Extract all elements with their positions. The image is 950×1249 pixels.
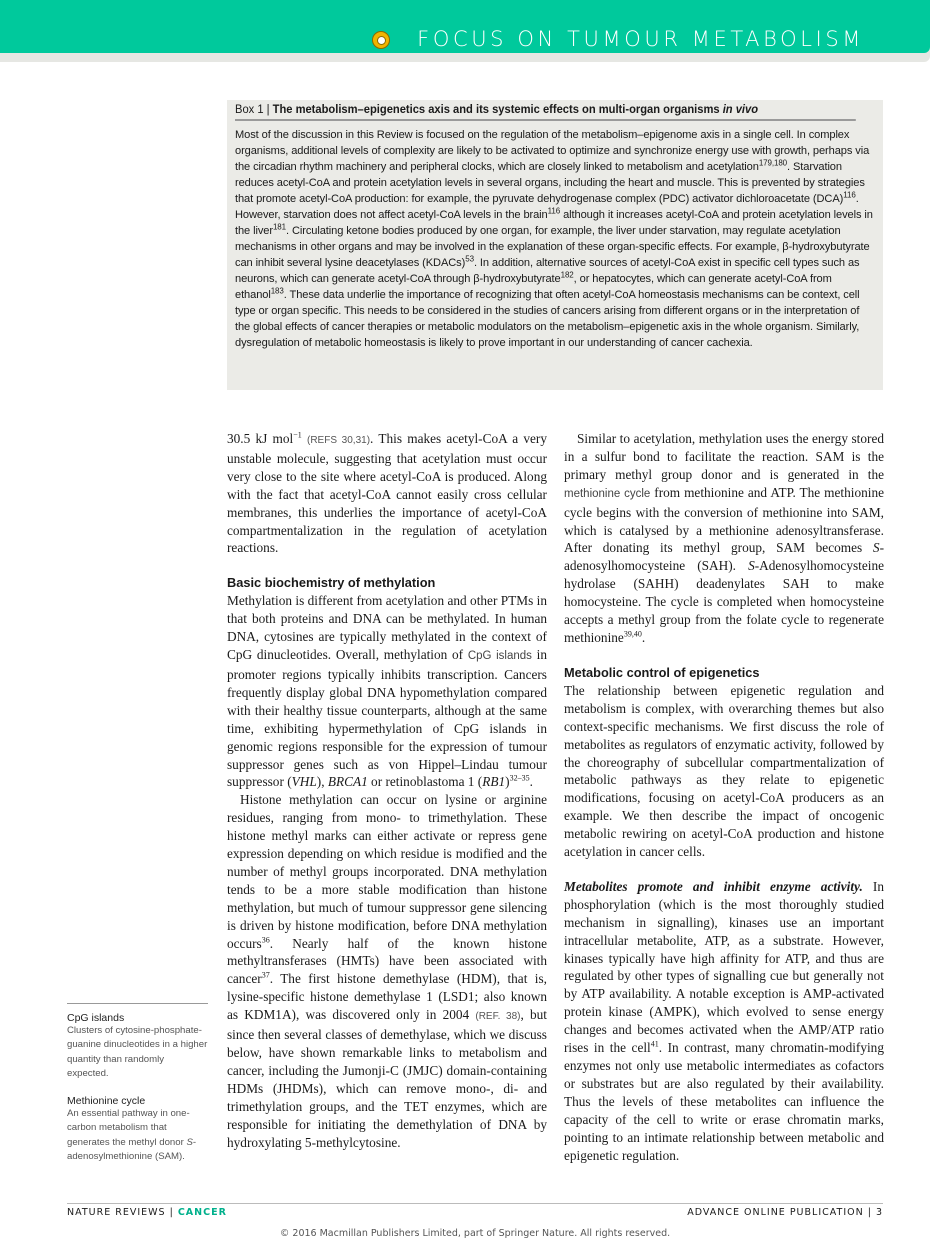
text-run: . These data underlie the importance of recognizing that often acetyl-CoA homeostasis mechanisms can be context, cell type or organ specific. This needs to be considered in the studies of cancers arising from different organs or in the interpretation of the global effects of cancer therapies or metabolic modulators on the metabolism–epigenetic axis in the whole organism. Similarly, dysregulation of metabolic homeostasis is likely to prove important in our understanding of cancer cachexia.	[235, 289, 860, 349]
citation-superscript: 179,180	[758, 158, 788, 168]
glossary-definition	[67, 1107, 208, 1164]
text-run: . This makes acetyl-CoA a very unstable molecule, suggesting that acetylation must occur very close to the site where acetyl-CoA is produced. Along with the fact that acetyl-CoA cannot easily cross cellular membranes, this underlies the importance of acetyl-CoA compartmentalization in the regulation of acetylation reactions.	[227, 431, 547, 556]
text-run: although it increases acetyl-CoA and protein acetylation levels in the liver	[235, 209, 873, 237]
definition-text: -adenosylmethionine (SAM).	[67, 1136, 197, 1163]
text-run: ),	[316, 774, 328, 790]
text-run: Most of the discussion in this Review is focused on the regulation of the metabolism–epigenome axis in a single cell. In complex organisms, additional levels of complexity are likely to be activated to optimize and synchronize energy use with growth, perhaps via the circadian rhythm machinery and peripheral clocks, which are closely linked to metabolism and acetylation	[235, 129, 870, 173]
copyright: © 2016 Macmillan Publishers Limited, part of Springer Nature. All rights reserved.	[279, 1228, 671, 1239]
text-run: from methionine and ATP. The methionine cycle begins with the conversion of methionine into SAM, which is catalysed by a methionine adenosyltransferase. After donating its methyl group, SAM becomes	[564, 484, 885, 556]
section-heading: Basic biochemistry of methylation	[227, 575, 436, 591]
citation-superscript: −1	[293, 430, 302, 440]
text-run: Similar to acetylation, methylation uses the energy stored in a sulfur bond to facilitate the reaction. SAM is the primary methyl group donor and is generated in the	[564, 431, 884, 482]
citation-superscript: 182	[560, 270, 574, 280]
text-run: , but since then several classes of demethylase, which we discuss below, have shown remarkable links to metabolism and cancer, including the Jumonji-C (JMJC) domain-containing HDMs (JHDMs), which can remove mono-, di- and trimethylation groups, and the TET enzymes, which are responsible for initiating the demethylation of DNA by hydroxylating 5-methylcytosine.	[227, 1007, 548, 1150]
text-run: . In contrast, many chromatin-modifying enzymes not only use metabolic intermediates as cofactors or substrates but are also regulated by their availability. Thus the levels of these metabolites can influence the capacity of the cell to write or erase chromatin marks, pointing to an intimate relationship between metabolic and epigenetic regulation.	[564, 1040, 884, 1163]
paragraph	[227, 791, 547, 1151]
text-run: . Circulating ketone bodies produced by one organ, for example, the liver under starvation, may regulate acetylation mechanisms in other organs and may be involved in the explanation of these organ-specific effects. For example, β-hydroxybutyrate can inhibit several lysine deacetylases (KDACs)	[235, 225, 870, 269]
citation-superscript: 39,40	[623, 629, 642, 639]
citation-superscript: 36	[261, 935, 270, 945]
box-title-italic: in vivo	[722, 104, 759, 116]
text-run: . Nearly half of the known histone methyltransferases (HMTs) have been associated with cancer	[227, 935, 547, 987]
italic-text: RB1	[482, 774, 506, 790]
text-run: , or hepatocytes, which can generate acetyl-CoA from ethanol	[235, 273, 832, 301]
focus-ring-icon	[372, 31, 390, 49]
glossary-term: CpG islands	[67, 1012, 125, 1024]
text-run: . However, starvation does not affect acetyl-CoA levels in the brain	[235, 193, 859, 221]
text-run: The relationship between epigenetic regulation and metabolism is complex, with overarching themes but also context-specific mechanisms. We first discuss the role of metabolites as regulators of enzymatic activity, followed by the choreography of subcellular compartmentalization of metabolic pathways as they relate to epigenetic modifications, focusing on acetyl-CoA producers as an example. We then describe the impact of oncogenic metabolic rewiring on acetyl-CoA production and histone acetylation in cancer cells.	[564, 682, 884, 860]
text-run: . The first histone demethylase (HDM), that is, lysine-specific histone demethylase 1 (LSD1; also known as KDM1A), was discovered only in 2004	[227, 971, 547, 1023]
citation-superscript: 181	[272, 222, 287, 232]
reference-link[interactable]: (REFS 30,31)	[307, 435, 371, 446]
definition-text: An essential pathway in one-carbon metabolism that generates the methyl donor	[67, 1108, 190, 1148]
italic-text: S	[872, 540, 880, 556]
glossary-term-link[interactable]: CpG islands	[467, 650, 532, 663]
text-run: . In addition, alternative sources of acetyl-CoA exist in specific cell types such as neurons, which can generate acetyl-CoA through β-hydroxybutyrate	[235, 257, 860, 285]
section-title: FOCUS ON TUMOUR METABOLISM	[417, 27, 864, 51]
citation-superscript: 53	[465, 254, 474, 264]
text-run: In phosphorylation (which is the most thoroughly studied mechanism in signalling), kinases use an important intracellular metabolite, ATP, as a substrate. However, kinases typically have high affinity for ATP, and thus are regulated by other types of signalling cue but generally not by ATP availability. A notable exception is AMP-activated protein kinase (AMPK), which evolved to sense energy changes and becomes activated when the AMP/ATP ratio rises in the cell	[564, 878, 884, 1056]
page-number: ADVANCE ONLINE PUBLICATION | 3	[687, 1207, 883, 1218]
text-run: in promoter regions typically inhibits transcription. Cancers frequently display global DNA hypomethylation compared with their healthy tissue counterparts, although at the same time, exhibiting hypermethylation of CpG islands in genomic regions responsible for the expression of tumour suppressor genes such as von Hippel–Lindau tumour suppressor (	[227, 647, 547, 790]
italic-text: VHL	[291, 774, 317, 790]
text-run: Histone methylation can occur on lysine or arginine residues, ranging from mono- to trimethylation. These histone methyl marks can either activate or repress gene expression depending on which residue is modified and the number of methyl groups incorporated. DNA methylation tends to be a more stable modification than histone methylation, but much of tumour suppressor gene silencing is driven by histone modification, before DNA methylation occurs	[227, 792, 547, 951]
box-title-text	[273, 104, 758, 116]
glossary-sidebar	[67, 1003, 208, 1178]
paragraph	[564, 682, 884, 861]
italic-text: S	[748, 558, 755, 574]
paragraph	[227, 592, 547, 791]
box-1	[227, 100, 883, 390]
text-run: 30.5 kJ mol	[227, 431, 294, 446]
left-column	[227, 430, 547, 1151]
right-column	[564, 430, 884, 1164]
run-in-heading: Metabolites promote and inhibit enzyme activity.	[564, 878, 863, 894]
citation-superscript: 32–35	[509, 773, 530, 783]
box-title-main: The metabolism–epigenetics axis and its systemic effects on multi-organ organisms	[272, 104, 723, 116]
journal-name: NATURE REVIEWS |	[67, 1207, 178, 1218]
text-run: -adenosylhomocysteine (SAH).	[564, 540, 884, 574]
text-run: .	[529, 774, 533, 790]
citation-superscript: 41	[650, 1039, 659, 1049]
paragraph	[227, 430, 547, 557]
paragraph	[564, 430, 884, 647]
glossary-term: Methionine cycle	[67, 1095, 146, 1108]
citation-superscript: 116	[843, 190, 856, 200]
page-footer	[67, 1203, 883, 1218]
text-run: -Adenosylhomocysteine hydrolase (SAHH) deadenylates SAH to make homocysteine. The cycle is completed when homocysteine accepts a methyl group from the folate cycle to regenerate methionine	[564, 558, 884, 645]
journal-section: CANCER	[177, 1207, 227, 1218]
citation-superscript: 183	[270, 286, 284, 296]
italic-text: BRCA1	[327, 774, 368, 790]
box-label: Box 1 |	[235, 104, 270, 116]
header-banner	[0, 0, 930, 62]
citation-superscript: 37	[261, 970, 270, 980]
glossary-term-link[interactable]: methionine cycle	[564, 487, 651, 500]
section-heading: Metabolic control of epigenetics	[564, 664, 760, 680]
box-title	[235, 104, 856, 121]
text-run: )	[505, 774, 510, 790]
text-run: Methylation is different from acetylation and other PTMs in that both proteins and DNA can be methylated. In human DNA, cytosines are typically methylated in the context of CpG dinucleotides. Overall, methylation of	[227, 593, 547, 663]
paragraph	[564, 878, 884, 1165]
glossary-definition: Clusters of cytosine-phosphate-guanine dinucleotides in a higher quantity than randomly expected.	[67, 1025, 208, 1079]
definition-italic: S	[186, 1136, 193, 1148]
text-run: . Starvation reduces acetyl-CoA and protein acetylation levels in several organs, including the heart and muscle. This is prevented by strategies that promote acetyl-CoA production: for example, the pyruvate dehydrogenase complex (PDC) activator dichloroacetate (DCA)	[235, 161, 865, 205]
reference-link[interactable]: (REF. 38)	[475, 1011, 521, 1023]
text-run: or retinoblastoma 1 (	[367, 774, 483, 790]
citation-superscript: 116	[547, 206, 561, 216]
text-run: .	[641, 629, 646, 645]
box-body	[235, 127, 875, 351]
